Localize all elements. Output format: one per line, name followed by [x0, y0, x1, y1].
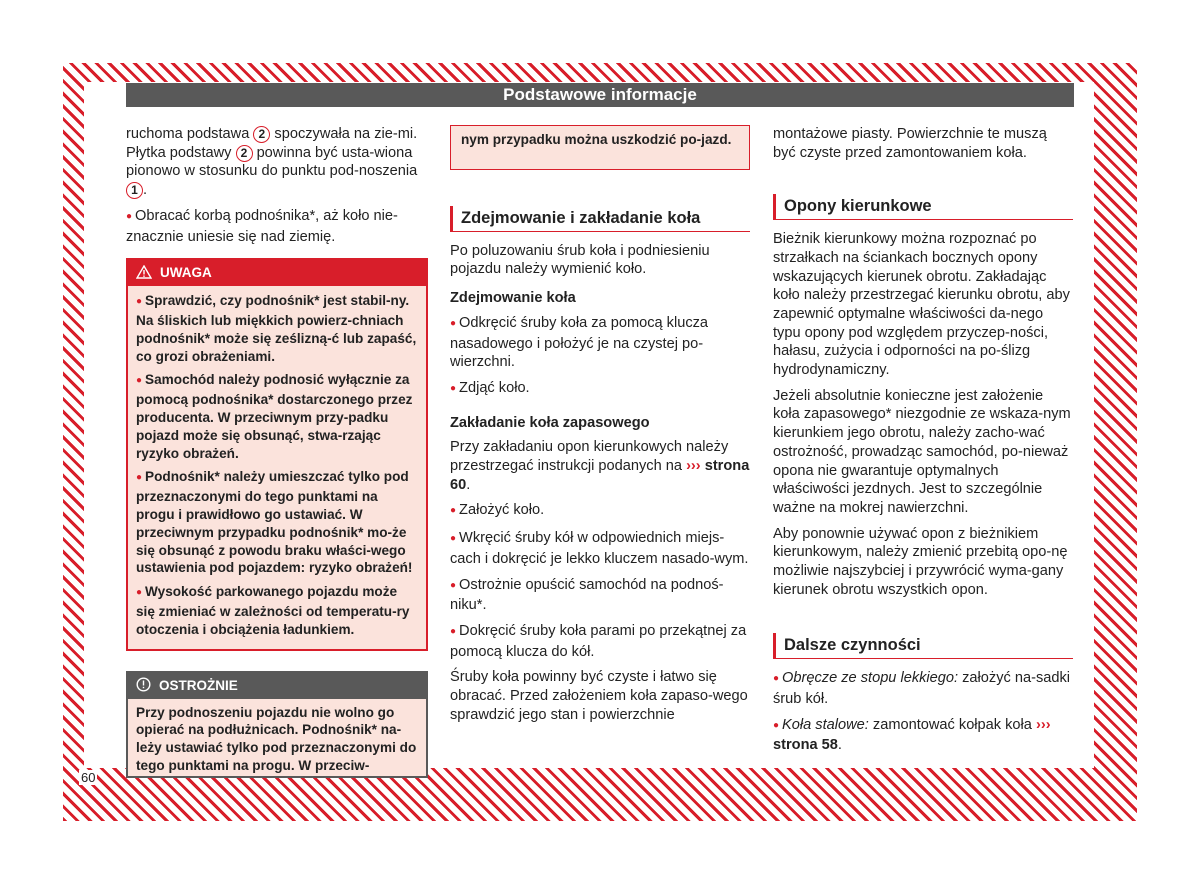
paragraph-spare-wheel: Przy zakładaniu opon kierunkowych należy przestrzegać instrukcji podanych na ››› strona 60. [450, 439, 750, 493]
column-middle [450, 125, 750, 731]
callout-number: 1 [126, 182, 143, 199]
page-number: 60 [81, 770, 96, 785]
warning-item: ● Wysokość parkowanego pojazdu może się zmieniać w zależności od temperatu-ry otoczenia i obciążenia ładunkiem. [136, 583, 418, 638]
paragraph-intro: Po poluzowaniu śrub koła i podniesieniu pojazdu należy wymienić koło. [450, 242, 710, 278]
list-item: ● Odkręcić śruby koła za pomocą klucza nasadowego i położyć je na czystej po-wierzchni. [450, 314, 750, 372]
caution-box [126, 671, 428, 778]
warning-header: UWAGA [128, 260, 426, 286]
paragraph: Jeżeli absolutnie konieczne jest założenie koła zapasowego* niezgodnie ze wskaza-nym kierunkiem jego obrotu, należy zacho-wać ostrożność, prowadząc samochód, po-nieważ opona nie gwarantuje optymalnych właściwości jezdnych. Jest to szczególnie ważne na mokrej nawierzchni. [773, 387, 1071, 516]
warning-body [128, 286, 426, 648]
caution-header: OSTROŻNIE [128, 673, 426, 699]
callout-number: 2 [253, 126, 270, 143]
subheading-spare-wheel: Zakładanie koła zapasowego [450, 414, 650, 431]
column-right [773, 125, 1073, 762]
warning-item: ● Podnośnik* należy umieszczać tylko pod przeznaczonymi do tego punktami na progu i prawidłowo go ustawiać. W przeciwnym przypadku podnośnik* mo-że się obsunąć z powodu braku właści-wego ustawienia pod pojazdem: ryzyko obrażeń! [136, 468, 418, 577]
callout-number: 2 [236, 145, 253, 162]
list-item: ● Obracać korbą podnośnika*, aż koło nie-znacznie uniesie się nad ziemię. [126, 207, 428, 246]
list-item: ● Ostrożnie opuścić samochód na podnoś-niku*. [450, 576, 750, 615]
exclamation-circle-icon [136, 677, 151, 692]
paragraph-closing: Śruby koła powinny być czyste i łatwo się obracać. Przed założeniem koła zapaso-wego sprawdzić jego stan i powierzchnie [450, 669, 748, 723]
section-title-directional-tyres: Opony kierunkowe [773, 194, 1073, 220]
page-reference-link[interactable]: ››› strona 60 [450, 458, 750, 493]
warning-triangle-icon [136, 265, 152, 279]
subheading-remove-wheel: Zdejmowanie koła [450, 290, 576, 307]
paragraph-continuation: montażowe piasty. Powierzchnie te muszą być czyste przed zamontowaniem koła. [773, 126, 1047, 161]
paragraph: Bieżnik kierunkowy można rozpoznać po strzałkach na ściankach bocznych opony wskazujących kierunek obrotu. Zakładając koło należy przestrzegać kierunku obrotu, aby zapewnić optymalne właściwości da-nego typu opony pod względem przyczep-ności, hałasu, zużycia i odporności na po-ślizg hydrodynamiczny. [773, 231, 1070, 379]
section-title-further-steps: Dalsze czynności [773, 633, 1073, 659]
warning-box [126, 258, 428, 650]
paragraph-base-plate: ruchoma podstawa 2 spoczywała na zie-mi. Płytka podstawy 2 powinna być usta-wiona pionowo w stosunku do punktu pod-noszenia 1 . [126, 126, 418, 199]
list-item: ● Obręcze ze stopu lekkiego: założyć na-sadki śrub kół. [773, 669, 1073, 708]
page-header: Podstawowe informacje [126, 83, 1074, 107]
section-title-wheel-change: Zdejmowanie i zakładanie koła [450, 206, 750, 232]
caution-body: Przy podnoszeniu pojazdu nie wolno go opierać na podłużnicach. Podnośnik* na-leży ustawiać tylko pod przeznaczonymi do tego punktami na progu. W przeciw- [136, 704, 417, 773]
warning-item: ● Sprawdzić, czy podnośnik* jest stabil-ny. Na śliskich lub miękkich powierz-chniach podnośnik* może się ześlizną-ć lub zapaść, co grozi obrażeniami. [136, 292, 418, 365]
list-item: ● Wkręcić śruby kół w odpowiednich miejs-cach i dokręcić je lekko kluczem nasado-wym. [450, 529, 750, 568]
paragraph: Aby ponownie używać opon z bieżnikiem kierunkowym, należy zmienić przebitą opo-nę możliwie najszybciej i przywrócić wyma-gany kierunek obrotu wszystkich opon. [773, 525, 1068, 598]
list-item: ● Zdjąć koło. [450, 379, 750, 400]
list-item: ● Dokręcić śruby koła parami po przekątnej za pomocą klucza do kół. [450, 622, 750, 661]
column-left [126, 125, 428, 778]
caution-continuation-box: nym przypadku można uszkodzić po-jazd. [450, 125, 750, 170]
warning-item: ● Samochód należy podnosić wyłącznie za pomocą podnośnika* dostarczonego przez producenta. W przeciwnym przy-padku pojazd może się obsunąć, stwa-rzając ryzyko obrażeń. [136, 371, 418, 462]
page-reference-link[interactable]: ››› strona 58 [773, 716, 1051, 754]
list-item: ● Koła stalowe: zamontować kołpak koła ››› strona 58. [773, 716, 1073, 755]
list-item: ● Założyć koło. [450, 501, 750, 522]
